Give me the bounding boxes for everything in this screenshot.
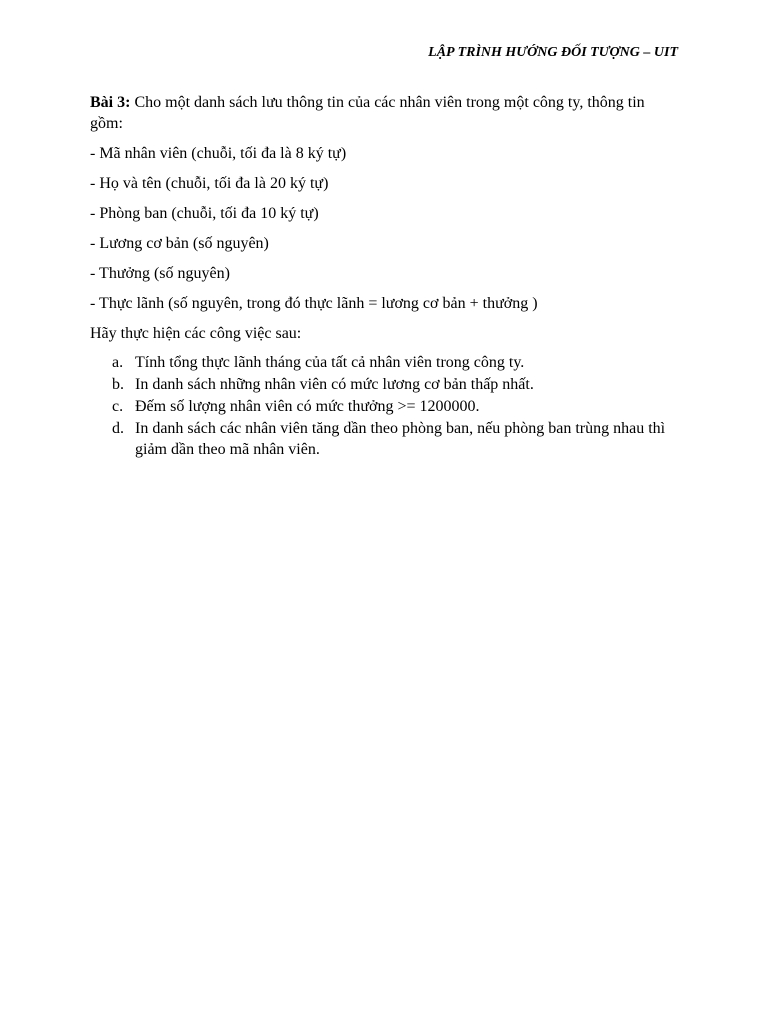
task-text: In danh sách những nhân viên có mức lương cơ bản thấp nhất.: [135, 376, 534, 393]
field-bonus: - Thưởng (số nguyên): [90, 265, 230, 282]
task-marker: b.: [112, 376, 124, 393]
exercise-label: Bài 3:: [90, 94, 131, 111]
task-item-b: [90, 374, 680, 395]
exercise-intro-text: Cho một danh sách lưu thông tin của các nhân viên trong một công ty, thông tin gồm:: [90, 94, 645, 132]
task-item-a: [90, 352, 680, 373]
tasks-intro: Hãy thực hiện các công việc sau:: [90, 325, 302, 342]
task-list: [90, 352, 680, 460]
task-marker: d.: [112, 420, 124, 437]
task-marker: a.: [112, 354, 124, 371]
field-employee-id: - Mã nhân viên (chuỗi, tối đa là 8 ký tự): [90, 145, 347, 162]
field-full-name: - Họ và tên (chuỗi, tối đa là 20 ký tự): [90, 175, 329, 192]
task-item-d: [90, 418, 680, 460]
page-header: LẬP TRÌNH HƯỚNG ĐỐI TƯỢNG – UIT: [428, 45, 678, 60]
task-text: Tính tổng thực lãnh tháng của tất cả nhân viên trong công ty.: [135, 354, 525, 371]
task-item-c: [90, 396, 680, 417]
field-net-pay: - Thực lãnh (số nguyên, trong đó thực lãnh = lương cơ bản + thưởng ): [90, 295, 538, 312]
document-body: [90, 92, 680, 461]
task-marker: c.: [112, 398, 124, 415]
task-text: In danh sách các nhân viên tăng dần theo phòng ban, nếu phòng ban trùng nhau thì giảm dần theo mã nhân viên.: [135, 420, 666, 458]
field-base-salary: - Lương cơ bản (số nguyên): [90, 235, 269, 252]
exercise-intro: [90, 92, 680, 134]
task-text: Đếm số lượng nhân viên có mức thưởng >= 1200000.: [135, 398, 480, 415]
field-department: - Phòng ban (chuỗi, tối đa 10 ký tự): [90, 205, 319, 222]
